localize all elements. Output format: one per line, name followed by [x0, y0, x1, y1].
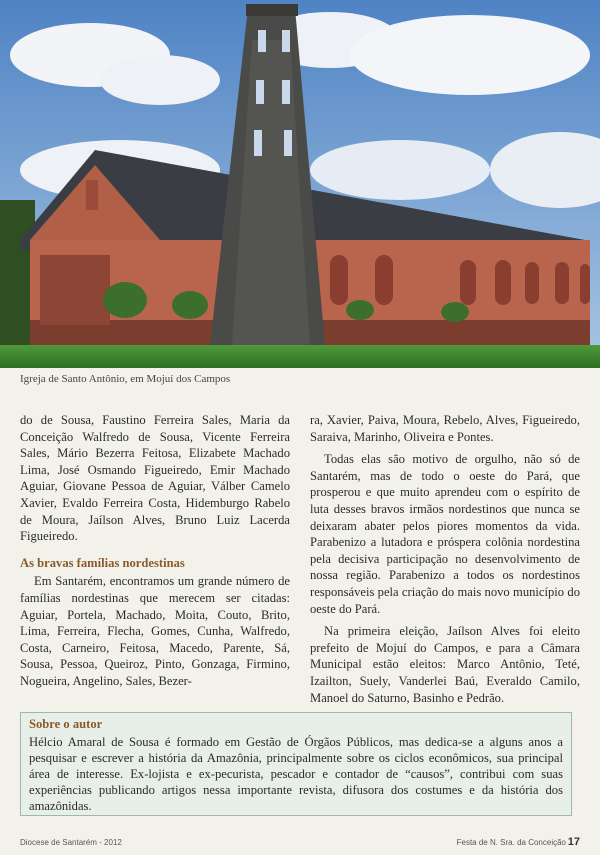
families-paragraph: Em Santarém, encontramos um grande número de famílias nordestinas que merecem ser citadas: Aguiar, Portela, Machado, Moita, Couto, Brito, Lima, Ferreira, Flecha, Gomes, Cunha, Walfredo, Costa, Carneiro, Feitosa, Macedo, Parente, Sá, Sousa, Pessoa, Queiroz, Pinto, Gonzaga, Firmino, Nogueira, Angelino, Sales, Bezer- [20, 574, 290, 688]
church-photo [0, 0, 600, 368]
left-column [20, 412, 290, 712]
pride-paragraph: Todas elas são motivo de orgulho, não só de Santarém, mas de todo o oeste do Pará, que prosperou e que muito aprendeu com o espírito de luta desses bravos irmãos nordestinos que nunca se deixaram abater pelos piores momentos da vida. Parabenizo a lutadora e próspera colônia nordestina pela decisiva participação no desenvolvimento de nossa região. Parabenizo a todos os nordestinos responsáveis pela criação do mais novo município do oeste do Pará. [310, 452, 580, 616]
section-subheading: As bravas famílias nordestinas [20, 555, 185, 570]
election-paragraph: Na primeira eleição, Jaílson Alves foi eleito prefeito de Mojuí do Campos, e para a Câmara Municipal estão eleitos: Marco Antônio, Teté, Izailton, Suely, Vanderlei Baú, Everaldo Camilo, Manoel do Saturno, Basinho e Pedrão. [310, 624, 580, 705]
page-footer [20, 836, 580, 850]
footer-publication: Diocese de Santarém - 2012 [20, 838, 122, 847]
page-number: 17 [567, 836, 580, 848]
about-author-title: Sobre o autor [29, 717, 103, 731]
families-continuation: ra, Xavier, Paiva, Moura, Rebelo, Alves, Figueiredo, Saraiva, Marinho, Oliveira e Pontes. [310, 413, 580, 444]
photo-caption: Igreja de Santo Antônio, em Mojuí dos Campos [20, 373, 231, 385]
right-column [310, 412, 580, 712]
about-author-box [20, 712, 572, 816]
about-author-body: Hélcio Amaral de Sousa é formado em Gestão de Órgãos Públicos, mas dedica-se a alguns anos a pesquisar e escrever a história da Amazônia, principalmente sobre os ciclos econômicos, sua principal área de interesse. Ex-lojista e ex-pecurista, pescador e contador de “causos”, contribui com suas experiências publicando artigos nessa importante revista, difusora dos costumes e da história dos amazônidas. [29, 735, 563, 813]
names-paragraph: do de Sousa, Faustino Ferreira Sales, Maria da Conceição Walfredo de Sousa, Vicente Ferreira Sales, Mário Bezerra Feitosa, Elizabete Machado Lima, José Osmando Figueiredo, Emir Machado Aguiar, Giovane Pessoa de Aguiar, Válber Camelo Xavier, Evaldo Ferreira Costa, Hidemburgo Rabelo de Moura, Jaílson Alves, Bruno Luiz Lacerda Figueiredo. [20, 413, 290, 544]
footer-event: Festa de N. Sra. da Conceição [456, 838, 566, 847]
article-columns [20, 412, 580, 712]
